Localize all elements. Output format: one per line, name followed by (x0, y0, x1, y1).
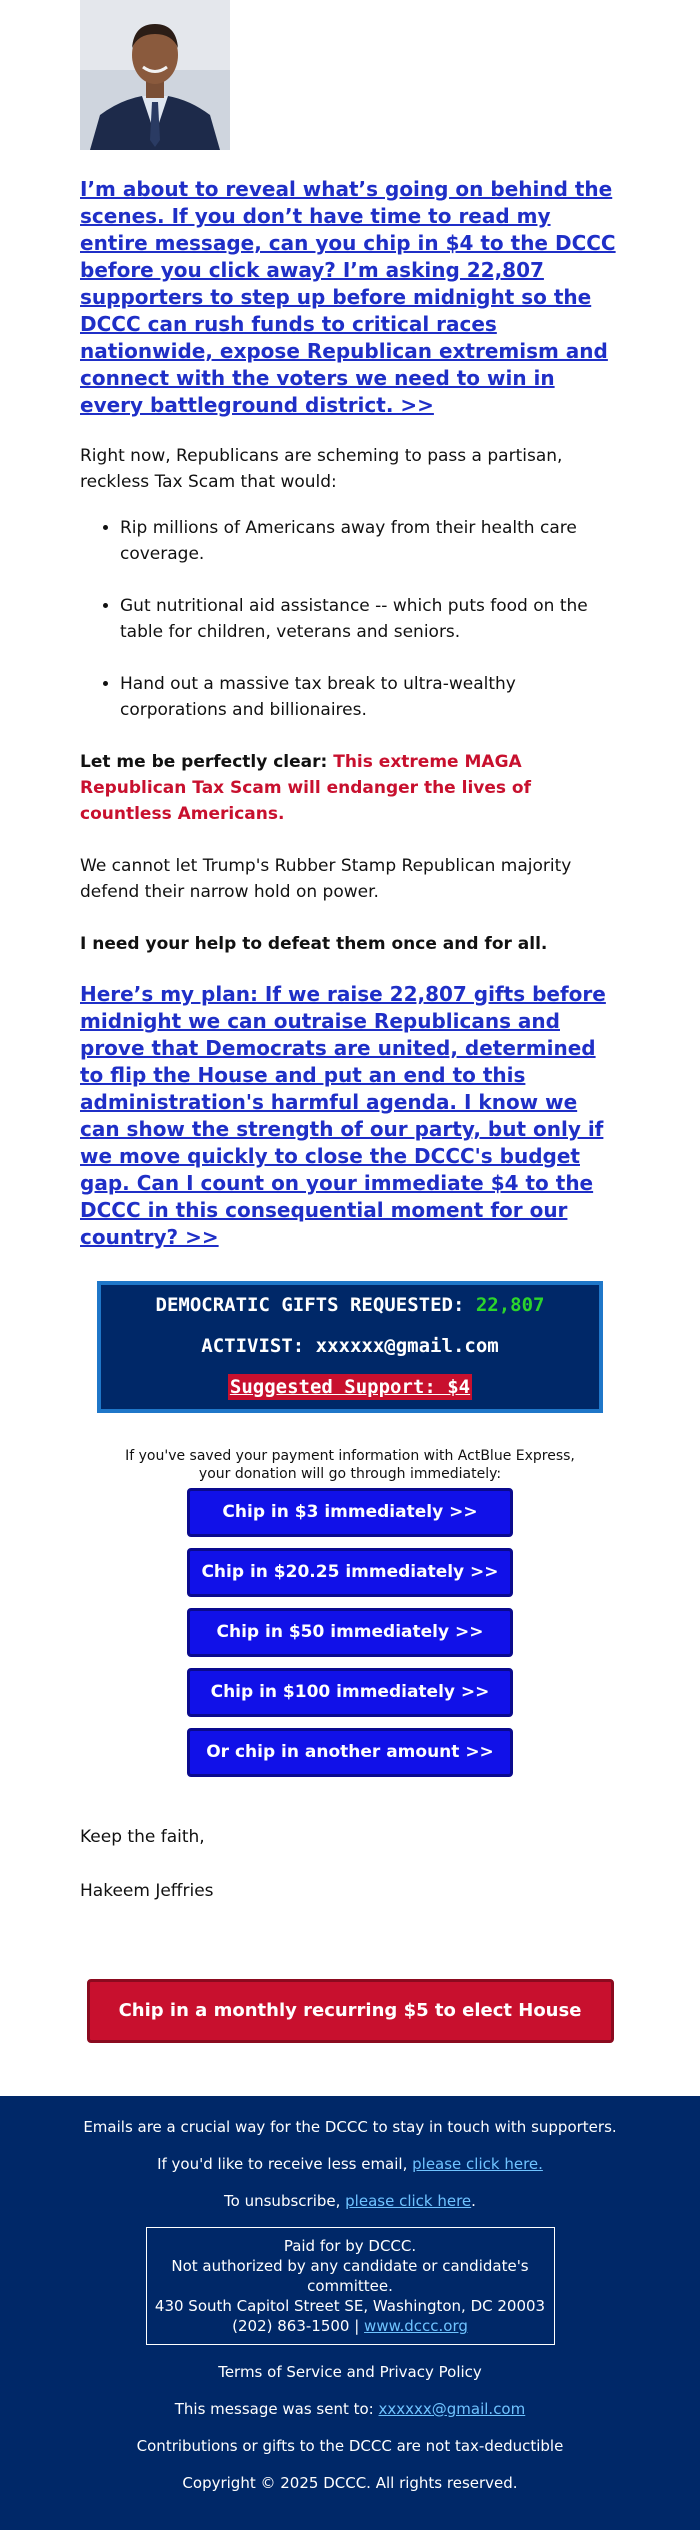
intro-donate-link[interactable]: I’m about to reveal what’s going on behind the scenes. If you don’t have time to read my entire message, can you chip in $4 to the DCCC before you click away? I’m asking 22,807 supporters to step up before midnight so the DCCC can rush funds to critical races nationwide, expose Republican extremism and connect with the voters we need to win in every battleground district. >> (80, 177, 616, 417)
unsubscribe-link[interactable]: please click here (345, 2192, 472, 2210)
maga-tax-scam-warning: This extreme MAGA Republican Tax Scam will endanger the lives of countless Americans. (80, 752, 532, 824)
phone-number: (202) 863-1500 | (232, 2317, 365, 2335)
hakeem-jeffries-photo (80, 0, 230, 150)
suggested-support-row (101, 1367, 599, 1408)
paid-for-box (146, 2227, 555, 2345)
activist-label: ACTIVIST: (201, 1335, 316, 1357)
actblue-express-note (80, 1447, 620, 1483)
footer (0, 2096, 700, 2530)
chip-in-100-button[interactable]: Chip in $100 immediately >> (187, 1668, 513, 1717)
rubber-stamp-paragraph: We cannot let Trump's Rubber Stamp Republican majority defend their narrow hold on power. (80, 856, 572, 902)
gifts-requested-row (101, 1285, 599, 1326)
suggested-support-link[interactable]: Suggested Support: $4 (229, 1376, 471, 1398)
gifts-requested-value: 22,807 (475, 1294, 545, 1316)
monthly-recurring-button[interactable]: Chip in a monthly recurring $5 to elect House Dems >> (87, 1979, 614, 2043)
perfectly-clear-paragraph (80, 749, 620, 827)
actblue-note-line-1: If you've saved your payment information with ActBlue Express, (125, 1448, 575, 1464)
activist-email: xxxxxx@gmail.com (315, 1335, 499, 1357)
sent-to-email-link[interactable]: xxxxxx@gmail.com (378, 2400, 526, 2418)
gifts-counter-box (97, 1281, 603, 1413)
unsubscribe-text: To unsubscribe, (224, 2192, 346, 2210)
terms-privacy-link[interactable]: Terms of Service and Privacy Policy (218, 2363, 482, 2381)
perfectly-clear-lead: Let me be perfectly clear: (80, 752, 334, 772)
list-item: • Rip millions of Americans away from their health care coverage. (120, 515, 620, 567)
chip-in-other-amount-button[interactable]: Or chip in another amount >> (187, 1728, 513, 1777)
plan-donate-link[interactable]: Here’s my plan: If we raise 22,807 gifts before midnight we can outraise Republicans and prove that Democrats are united, determined to flip the House and put an end to this administration's harmful agenda. I know we can show the strength of our party, but only if we move quickly to close the DCCC's budget gap. Can I count on your immediate $4 to the DCCC in this consequential moment for our country? >> (80, 982, 606, 1249)
list-item: • Hand out a massive tax break to ultra-wealthy corporations and billionaires. (120, 671, 620, 723)
less-email-link[interactable]: please click here. (412, 2155, 543, 2173)
paid-for-line: Paid for by DCCC. (283, 2237, 417, 2255)
activist-row (101, 1326, 599, 1367)
gifts-requested-label: DEMOCRATIC GIFTS REQUESTED: (155, 1294, 476, 1316)
need-your-help-paragraph: I need your help to defeat them once and for all. (80, 934, 548, 954)
unsubscribe-period: . (471, 2192, 476, 2210)
footer-emails-crucial: Emails are a crucial way for the DCCC to stay in touch with supporters. (83, 2118, 617, 2136)
list-item: • Gut nutritional aid assistance -- which puts food on the table for children, veterans and seniors. (120, 593, 620, 645)
signature-name: Hakeem Jeffries (80, 1881, 214, 1901)
sent-to-text: This message was sent to: (174, 2400, 379, 2418)
tax-scam-list (80, 515, 620, 723)
address-line: 430 South Capitol Street SE, Washington, DC 20003 (154, 2297, 546, 2315)
footer-sent-to (0, 2399, 700, 2419)
actblue-note-line-2: your donation will go through immediately: (198, 1466, 502, 1482)
signature-block (80, 1824, 620, 1904)
donation-buttons (80, 1488, 620, 1777)
chip-in-20-25-button[interactable]: Chip in $20.25 immediately >> (187, 1548, 513, 1597)
signoff: Keep the faith, (80, 1827, 205, 1847)
copyright: Copyright © 2025 DCCC. All rights reserved. (182, 2474, 518, 2492)
not-tax-deductible: Contributions or gifts to the DCCC are not tax-deductible (136, 2437, 564, 2455)
website-link[interactable]: www.dccc.org (364, 2317, 468, 2335)
email-body (80, 0, 620, 1904)
not-authorized-line: Not authorized by any candidate or candidate's committee. (171, 2257, 529, 2295)
chip-in-3-button[interactable]: Chip in $3 immediately >> (187, 1488, 513, 1537)
footer-unsubscribe (0, 2191, 700, 2211)
chip-in-50-button[interactable]: Chip in $50 immediately >> (187, 1608, 513, 1657)
contact-line (147, 2316, 554, 2336)
monthly-cta (0, 1979, 700, 2079)
footer-less-email (0, 2154, 700, 2174)
less-email-text: If you'd like to receive less email, (157, 2155, 413, 2173)
tax-scam-intro: Right now, Republicans are scheming to pass a partisan, reckless Tax Scam that would: (80, 446, 563, 492)
